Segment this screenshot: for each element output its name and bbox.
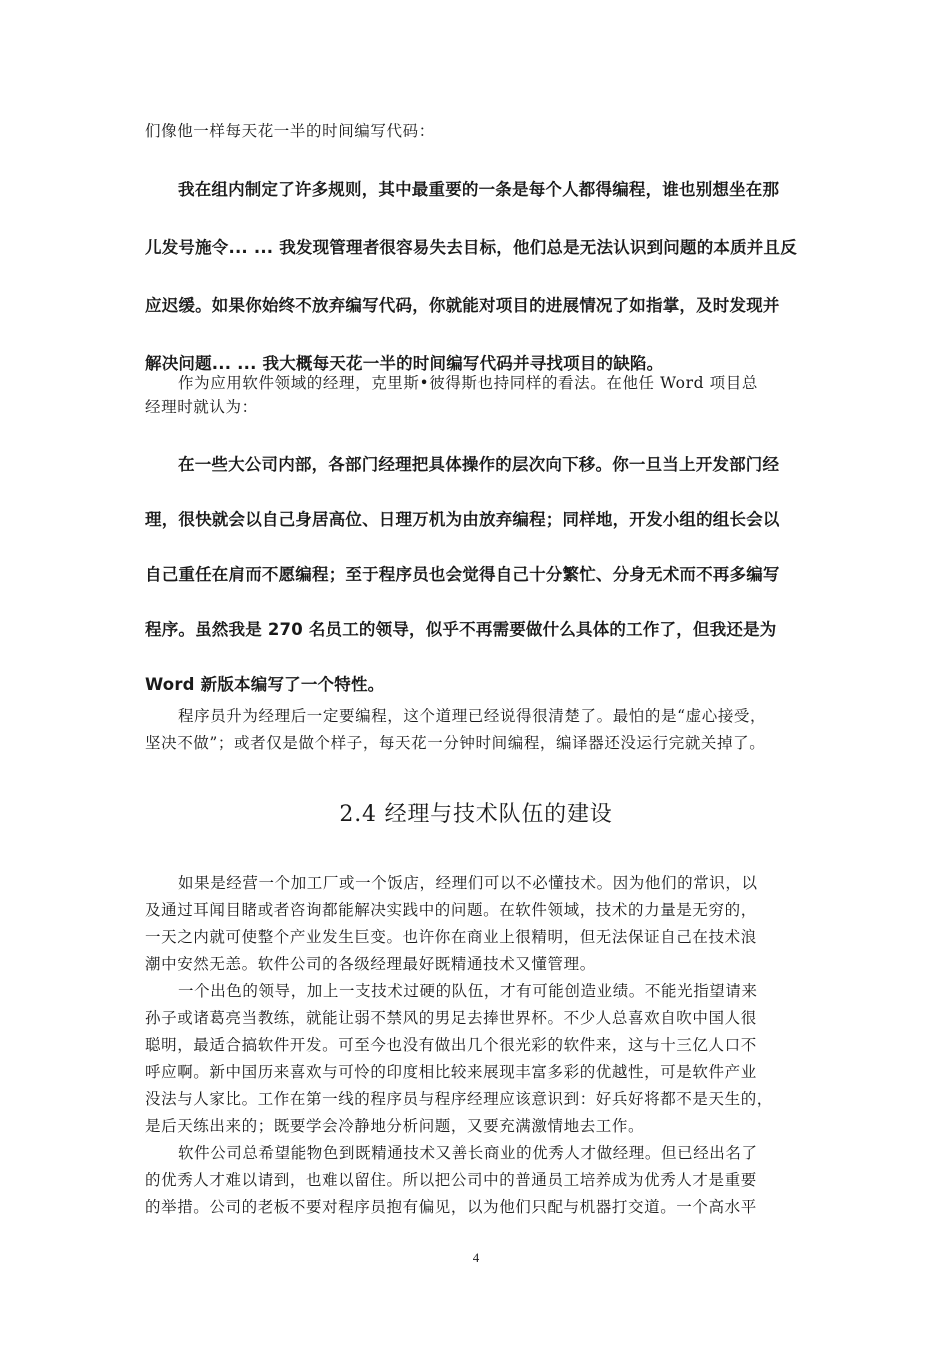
page-number: 4 [472,1250,480,1265]
text-line: 潮中安然无恙。软件公司的各级经理最好既精通技术又懂管理。 [145,955,596,973]
text-line: 软件公司总希望能物色到既精通技术又善长商业的优秀人才做经理。但已经出名了 [178,1144,758,1162]
quote-block-2 [145,437,809,712]
quote-block-1 [145,161,809,393]
text-line: 在一些大公司内部，各部门经理把具体操作的层次向下移。你一旦当上开发部门经 [178,455,780,474]
text-line: 应迟缓。如果你始终不放弃编写代码，你就能对项目的进展情况了如指掌，及时发现并 [145,296,780,315]
text-line: 程序员升为经理后一定要编程，这个道理已经说得很清楚了。最怕的是“虚心接受， [178,707,767,725]
text-line: 我在组内制定了许多规则，其中最重要的一条是每个人都得编程，谁也别想坐在那 [178,180,780,199]
text-line: 经理时就认为： [145,398,258,416]
text-line: 是后天练出来的；既要学会冷静地分析问题，又要充满激情地去工作。 [145,1117,645,1135]
section-heading: 2.4 经理与技术队伍的建设 [339,802,613,827]
text-line: 如果是经营一个加工厂或一个饭店，经理们可以不必懂技术。因为他们的常识，以 [178,874,758,892]
paragraph [145,978,809,1140]
text-line: 儿发号施令... ... 我发现管理者很容易失去目标，他们总是无法认识到问题的本质并且反 [145,238,797,257]
text-line: 理，很快就会以自己身居高位、日理万机为由放弃编程；同样地，开发小组的组长会以 [145,510,780,529]
text-line: 坚决不做”；或者仅是做个样子，每天花一分钟时间编程，编译器还没运行完就关掉了。 [145,734,766,752]
text-line: 呼应啊。新中国历来喜欢与可怜的印度相比较来展现丰富多彩的优越性，可是软件产业 [145,1063,757,1081]
text-line: 们像他一样每天花一半的时间编写代码： [145,122,435,140]
text-line: 没法与人家比。工作在第一线的程序员与程序经理应该意识到：好兵好将都不是天生的， [145,1090,773,1108]
text-line: 孙子或诸葛亮当教练，就能让弱不禁风的男足去捧世界杯。不少人总喜欢自吹中国人很 [145,1009,757,1027]
text-line: 自己重任在肩而不愿编程；至于程序员也会觉得自己十分繁忙、分身无术而不再多编写 [145,565,780,584]
text-line: Word 新版本编写了一个特性。 [145,675,385,694]
paragraph [145,703,809,757]
text-line: 的举措。公司的老板不要对程序员抱有偏见，以为他们只配与机器打交道。一个高水平 [145,1198,757,1216]
text-line: 及通过耳闻目睹或者咨询都能解决实践中的问题。在软件领域，技术的力量是无穷的， [145,901,757,919]
text-line: 解决问题... ... 我大概每天花一半的时间编写代码并寻找项目的缺陷。 [145,354,664,373]
text-line: 聪明，最适合搞软件开发。可至今也没有做出几个很光彩的软件来，这与十三亿人口不 [145,1036,757,1054]
text-line: 的优秀人才难以请到，也难以留住。所以把公司中的普通员工培养成为优秀人才是重要 [145,1171,757,1189]
paragraph [145,1140,809,1221]
text-line: 作为应用软件领域的经理，克里斯•彼得斯也持同样的看法。在他任 Word 项目总 [178,374,758,392]
paragraph-continuation [145,120,809,143]
text-line: 一个出色的领导，加上一支技术过硬的队伍，才有可能创造业绩。不能光指望请来 [178,982,758,1000]
text-line: 一天之内就可使整个产业发生巨变。也许你在商业上很精明，但无法保证自己在技术浪 [145,928,757,946]
paragraph [145,371,809,419]
paragraph [145,870,809,978]
text-line: 程序。虽然我是 270 名员工的领导，似乎不再需要做什么具体的工作了，但我还是为 [145,620,777,639]
